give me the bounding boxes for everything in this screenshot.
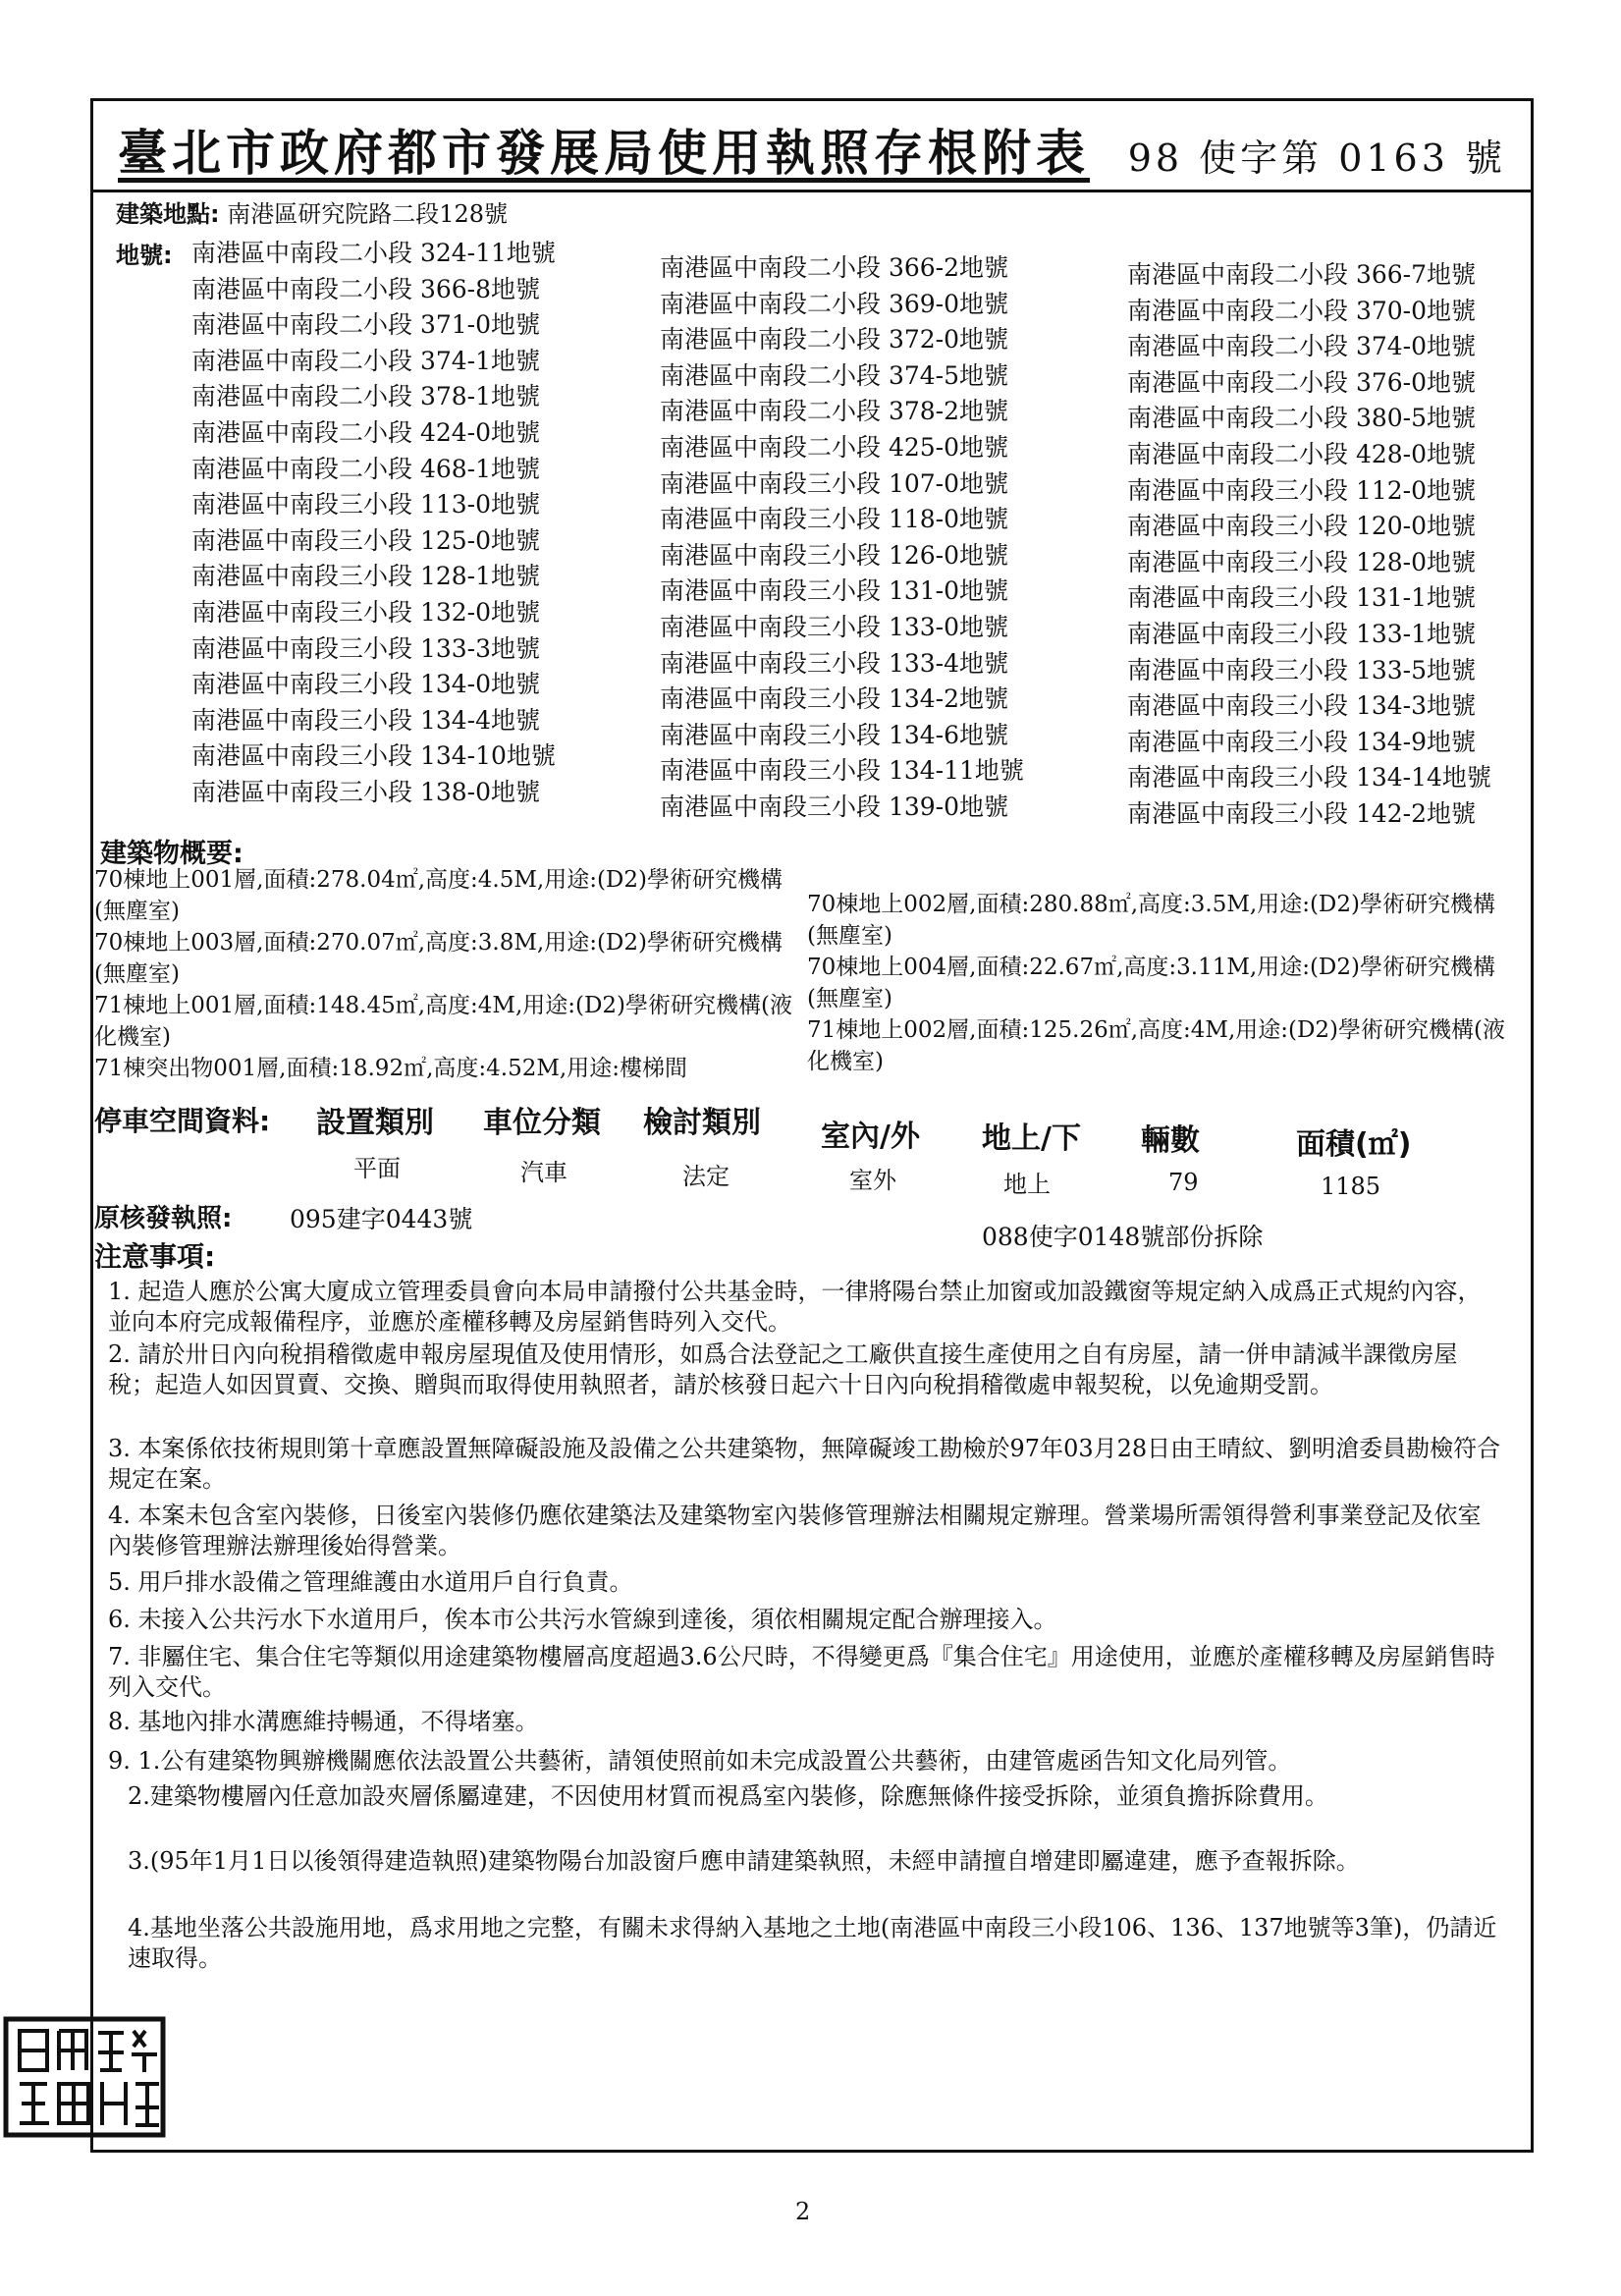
building-floor-item: 70棟地上004層,面積:22.67㎡,高度:3.11M,用途:(D2)學術研究機構(無塵室) [807, 955, 1495, 1011]
lot-column-3 [1127, 257, 1491, 833]
lot-number-item: 南港區中南段三小段 139-0地號 [660, 792, 1009, 821]
note-6: 6. 未接入公共污水下水道用戶，俟本市公共污水管線到達後，須依相關規定配合辦理接入。 [108, 1606, 1057, 1633]
page-number: 2 [795, 2198, 811, 2225]
parking-header-category: 車位分類 [483, 1106, 601, 1140]
note-2: 2. 請於卅日內向稅捐稽徵處申報房屋現值及使用情形，如爲合法登記之工廠供直接生產使用之自有房屋，請一併申請減半課徵房屋稅；起造人如因買賣、交換、贈與而取得使用執照者，請於核發日起六十日內向稅捐稽徵處申報契稅，以免逾期受罰。 [108, 1340, 1458, 1398]
parking-header-review: 檢討類別 [643, 1106, 761, 1140]
lot-number-item: 南港區中南段三小段 128-1地號 [191, 562, 541, 591]
official-seal-stamp [0, 2013, 169, 2141]
lot-number-item: 南港區中南段二小段 374-0地號 [1127, 332, 1477, 361]
parking-header-indoor: 室內/外 [821, 1120, 920, 1154]
parking-value-indoor: 室外 [849, 1167, 896, 1194]
lot-number-item: 南港區中南段三小段 133-0地號 [660, 612, 1009, 641]
site-row [116, 194, 508, 229]
original-permit-value: 095建字0443號 [290, 1205, 473, 1233]
lot-number-item: 南港區中南段三小段 134-2地號 [660, 684, 1009, 714]
note-7: 7. 非屬住宅、集合住宅等類似用途建築物樓層高度超過3.6公尺時，不得變更爲『集合住宅』用途使用，並應於產權移轉及房屋銷售時列入交代。 [108, 1643, 1495, 1701]
lot-number-item: 南港區中南段二小段 428-0地號 [1127, 439, 1477, 468]
parking-value-area: 1185 [1321, 1173, 1381, 1200]
building-floor-item: 70棟地上002層,面積:280.88㎡,高度:3.5M,用途:(D2)學術研究機構(無塵室) [807, 892, 1495, 949]
lot-number-item: 南港區中南段三小段 131-0地號 [660, 576, 1009, 606]
lot-number-item: 南港區中南段三小段 142-2地號 [1127, 798, 1477, 828]
lot-number-item: 南港區中南段二小段 371-0地號 [191, 310, 541, 340]
building-overview-label: 建築物概要: [100, 839, 243, 869]
notes-label: 注意事項: [94, 1240, 216, 1273]
lot-column-1 [191, 236, 556, 811]
lot-number-item: 南港區中南段三小段 113-0地號 [191, 490, 541, 519]
lot-number-item: 南港區中南段三小段 133-4地號 [660, 648, 1009, 678]
parking-value-category: 汽車 [520, 1159, 567, 1186]
lot-number-item: 南港區中南段三小段 118-0地號 [660, 505, 1009, 534]
lot-number-item: 南港區中南段三小段 107-0地號 [660, 468, 1009, 498]
note-4: 4. 本案未包含室內裝修，日後室內裝修仍應依建築法及建築物室內裝修管理辦法相關規定辦理。營業場所需領得營利事業登記及依室內裝修管理辦法辦理後始得營業。 [108, 1502, 1482, 1559]
lot-number-item: 南港區中南段三小段 134-4地號 [191, 705, 541, 735]
lot-number-item: 南港區中南段二小段 370-0地號 [1127, 296, 1477, 325]
lot-number-item: 南港區中南段二小段 366-2地號 [660, 253, 1009, 282]
lot-number-item: 南港區中南段二小段 369-0地號 [660, 289, 1009, 318]
lot-number-item: 南港區中南段二小段 376-0地號 [1127, 367, 1477, 397]
parking-value-type: 平面 [353, 1155, 401, 1182]
note-9-3: 3.(95年1月1日以後領得建造執照)建築物陽台加設窗戶應申請建築執照，未經申請擅自增建即屬違建，應予查報拆除。 [128, 1847, 1360, 1875]
lot-number-item: 南港區中南段三小段 132-0地號 [191, 597, 541, 627]
lot-number-item: 南港區中南段二小段 374-1地號 [191, 346, 541, 375]
parking-header-type: 設置類別 [316, 1106, 434, 1140]
parking-header-area: 面積(㎡) [1296, 1127, 1412, 1162]
note-8: 8. 基地內排水溝應維持暢通，不得堵塞。 [108, 1708, 539, 1735]
lot-number-item: 南港區中南段三小段 134-14地號 [1127, 763, 1491, 793]
lot-number-item: 南港區中南段二小段 468-1地號 [191, 454, 541, 483]
lot-number-item: 南港區中南段三小段 134-9地號 [1127, 727, 1477, 756]
page-title: 臺北市政府都市發展局使用執照存根附表 [118, 124, 1090, 182]
lot-number-item: 南港區中南段二小段 425-0地號 [660, 432, 1009, 462]
lot-number-item: 南港區中南段三小段 133-1地號 [1127, 619, 1477, 648]
original-permit-label: 原核發執照: [94, 1204, 233, 1233]
building-overview-right [807, 889, 1514, 1077]
building-overview-left [94, 864, 801, 1084]
note-1: 1. 起造人應於公寓大廈成立管理委員會向本局申請撥付公共基金時，一律將陽台禁止加窗或加設鐵窗等規定納入成爲正式規約內容，並向本府完成報備程序，並應於產權移轉及房屋銷售時列入交代。 [108, 1278, 1482, 1336]
note-3: 3. 本案係依技術規則第十章應設置無障礙設施及設備之公共建築物，無障礙竣工勘檢於97年03月28日由王晴紋、劉明滄委員勘檢符合規定在案。 [108, 1435, 1501, 1493]
lot-number-item: 南港區中南段二小段 374-5地號 [660, 360, 1009, 390]
lot-number-item: 南港區中南段三小段 134-10地號 [191, 741, 556, 771]
lot-number-item: 南港區中南段三小段 126-0地號 [660, 540, 1009, 570]
site-label: 建築地點: [116, 200, 220, 228]
lot-number-item: 南港區中南段三小段 128-0地號 [1127, 547, 1477, 576]
note-9-1: 9. 1.公有建築物興辦機關應依法設置公共藝術，請領使照前如未完成設置公共藝術，由建管處函告知文化局列管。 [108, 1747, 1292, 1775]
lot-number-item: 南港區中南段二小段 324-11地號 [191, 239, 556, 267]
building-floor-item: 71棟地上002層,面積:125.26㎡,高度:4M,用途:(D2)學術研究機構(液化機室) [807, 1017, 1506, 1074]
lot-number-item: 南港區中南段二小段 372-0地號 [660, 325, 1009, 355]
building-floor-item: 71棟地上001層,面積:148.45㎡,高度:4M,用途:(D2)學術研究機構(液化機室) [94, 993, 793, 1050]
parking-value-review: 法定 [682, 1163, 729, 1190]
lot-number-item: 南港區中南段三小段 138-0地號 [191, 777, 541, 806]
lot-number-item: 南港區中南段三小段 131-1地號 [1127, 583, 1477, 613]
lot-number-item: 南港區中南段二小段 378-1地號 [191, 382, 541, 411]
building-floor-item: 70棟地上003層,面積:270.07㎡,高度:3.8M,用途:(D2)學術研究機構(無塵室) [94, 930, 783, 987]
parking-value-level: 地上 [1003, 1171, 1051, 1198]
building-floor-item: 70棟地上001層,面積:278.04㎡,高度:4.5M,用途:(D2)學術研究機構(無塵室) [94, 867, 783, 924]
lot-number-item: 南港區中南段三小段 134-3地號 [1127, 691, 1477, 721]
parking-header-level: 地上/下 [982, 1121, 1081, 1156]
note-9-4: 4.基地坐落公共設施用地，爲求用地之完整，有關未求得納入基地之土地(南港區中南段三小段106、136、137地號等3筆)，仍請近速取得。 [128, 1914, 1497, 1972]
partial-demolition-note: 088使字0148號部份拆除 [982, 1223, 1264, 1251]
lot-number-item: 南港區中南段二小段 424-0地號 [191, 417, 541, 447]
lot-number-item: 南港區中南段二小段 366-8地號 [191, 274, 541, 303]
header [90, 98, 1534, 192]
lot-number-item: 南港區中南段三小段 134-11地號 [660, 756, 1024, 786]
note-9-2: 2.建築物樓層內任意加設夾層係屬違建，不因使用材質而視爲室內裝修，除應無條件接受拆除，並須負擔拆除費用。 [128, 1782, 1328, 1810]
lot-number-item: 南港區中南段二小段 366-7地號 [1127, 260, 1477, 289]
lot-number-item: 南港區中南段三小段 134-0地號 [191, 670, 541, 699]
parking-label: 停車空間資料: [94, 1105, 271, 1137]
lot-number-item: 南港區中南段三小段 134-6地號 [660, 720, 1009, 749]
site-address: 南港區研究院路二段128號 [227, 200, 509, 228]
lot-number-item: 南港區中南段二小段 378-2地號 [660, 397, 1009, 426]
parking-header-count: 輛數 [1141, 1123, 1200, 1158]
lot-column-2 [660, 250, 1024, 826]
lot-label: 地號: [116, 242, 173, 269]
building-floor-item: 71棟突出物001層,面積:18.92㎡,高度:4.52M,用途:樓梯間 [94, 1056, 687, 1081]
note-5: 5. 用戶排水設備之管理維護由水道用戶自行負責。 [108, 1568, 633, 1596]
permit-number: 98 使字第 0163 號 [1127, 137, 1506, 180]
lot-number-item: 南港區中南段三小段 133-5地號 [1127, 655, 1477, 684]
parking-value-count: 79 [1168, 1169, 1199, 1196]
lot-number-item: 南港區中南段三小段 125-0地號 [191, 525, 541, 555]
lot-number-item: 南港區中南段三小段 133-3地號 [191, 633, 541, 663]
lot-number-item: 南港區中南段三小段 120-0地號 [1127, 512, 1477, 541]
lot-number-item: 南港區中南段二小段 380-5地號 [1127, 404, 1477, 433]
lot-number-item: 南港區中南段三小段 112-0地號 [1127, 475, 1477, 505]
